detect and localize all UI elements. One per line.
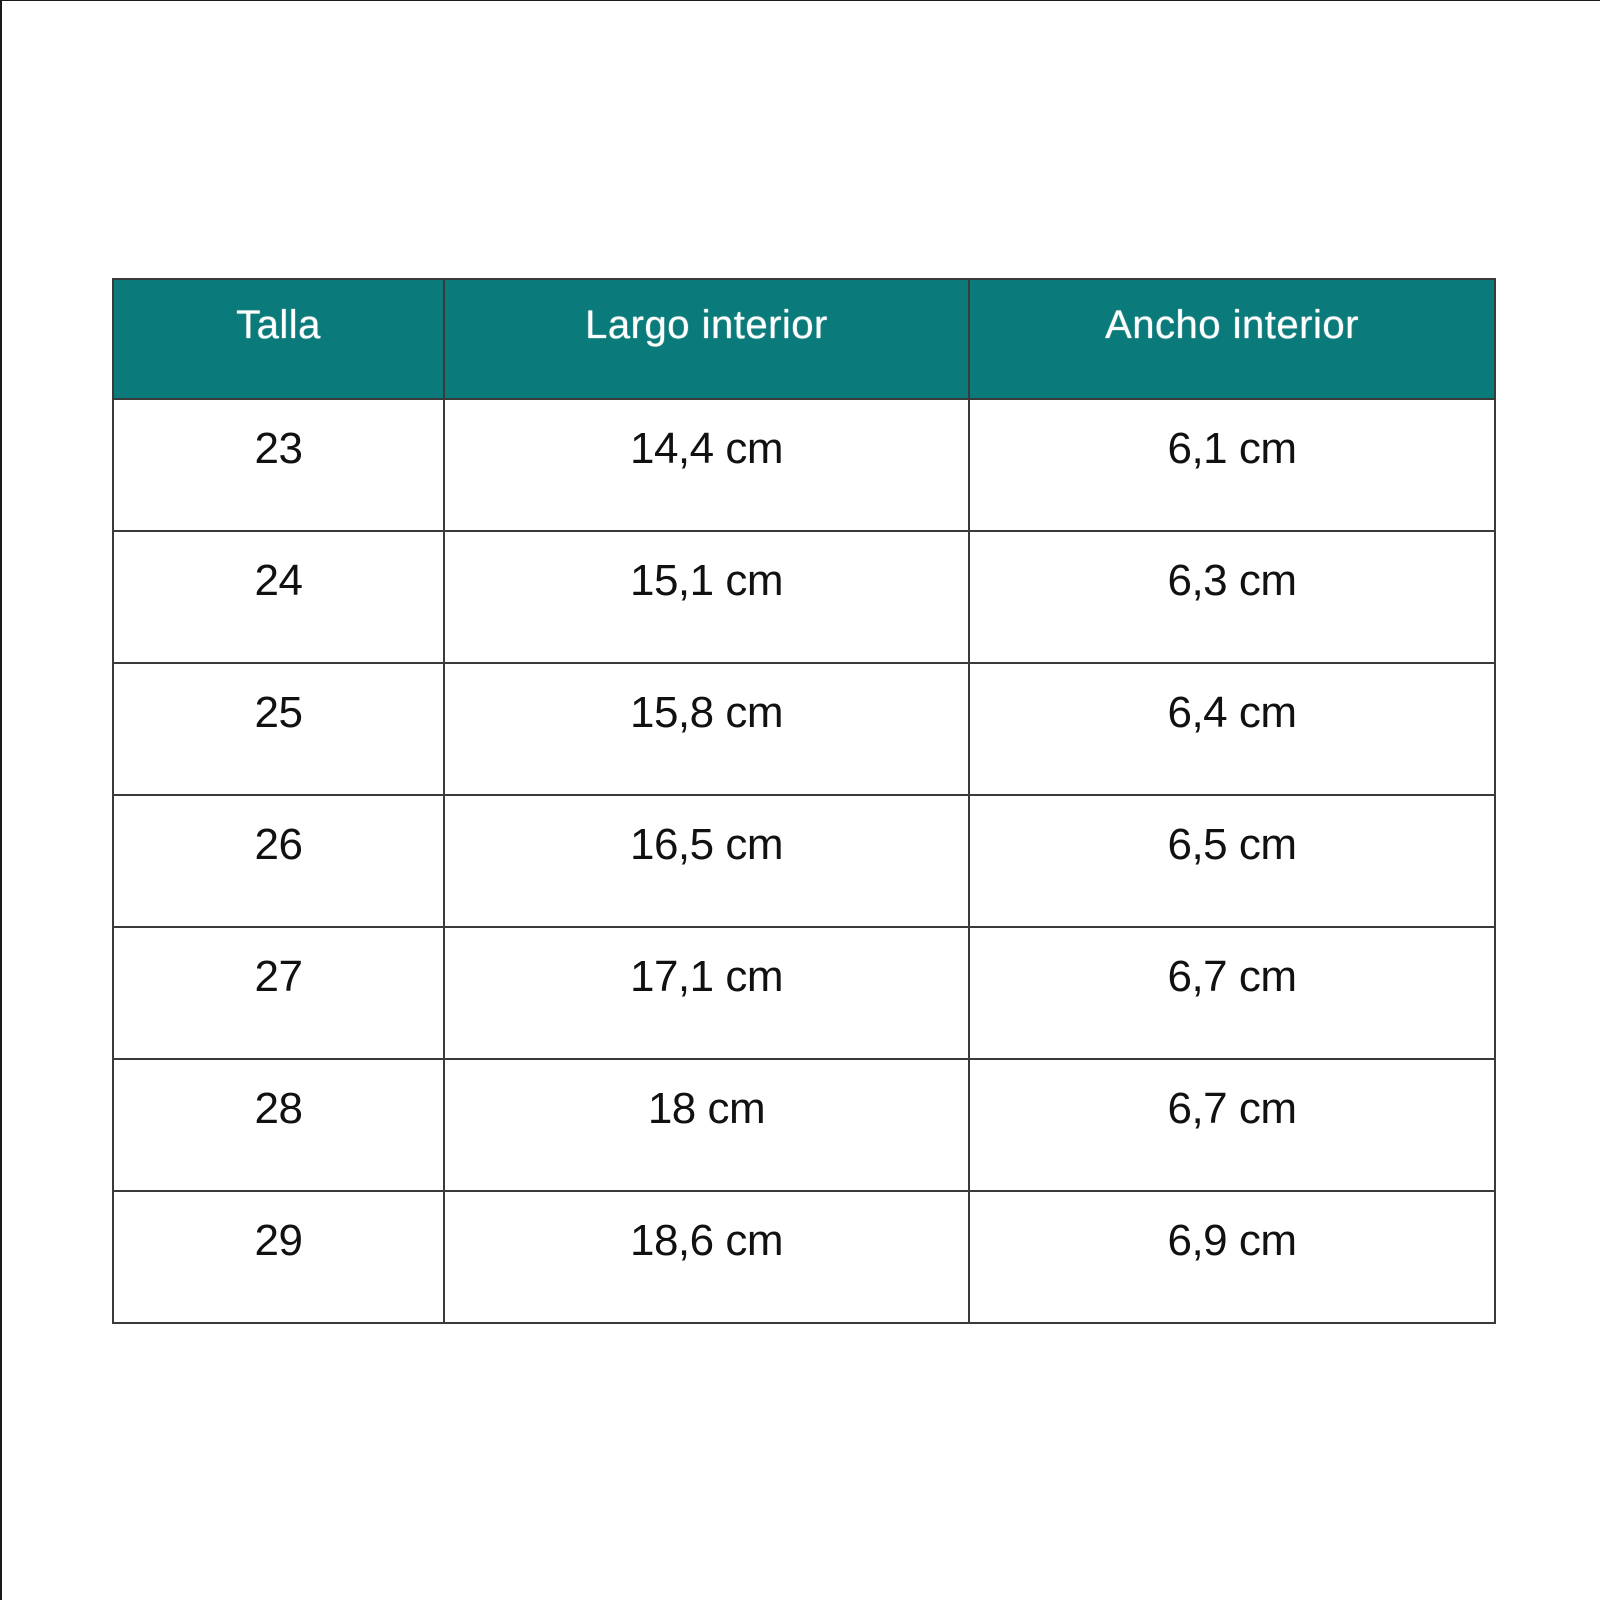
table-row [113,531,1495,663]
size-chart-table [112,278,1496,1324]
header-talla: Talla [113,279,444,399]
table-row [113,663,1495,795]
cell-ancho: 6,7 cm [969,1059,1495,1191]
cell-talla: 29 [113,1191,444,1323]
cell-ancho: 6,4 cm [969,663,1495,795]
table-body [113,399,1495,1323]
table-row [113,1191,1495,1323]
cell-talla: 27 [113,927,444,1059]
cell-largo: 16,5 cm [444,795,969,927]
cell-largo: 18,6 cm [444,1191,969,1323]
cell-talla: 26 [113,795,444,927]
table-row [113,1059,1495,1191]
cell-ancho: 6,1 cm [969,399,1495,531]
cell-talla: 23 [113,399,444,531]
cell-talla: 24 [113,531,444,663]
table-row [113,795,1495,927]
table-header [113,279,1495,399]
cell-largo: 15,1 cm [444,531,969,663]
table-row [113,927,1495,1059]
table-row [113,399,1495,531]
header-ancho-interior: Ancho interior [969,279,1495,399]
header-largo-interior: Largo interior [444,279,969,399]
cell-ancho: 6,7 cm [969,927,1495,1059]
cell-largo: 15,8 cm [444,663,969,795]
cell-talla: 25 [113,663,444,795]
cell-ancho: 6,9 cm [969,1191,1495,1323]
header-row [113,279,1495,399]
cell-talla: 28 [113,1059,444,1191]
cell-largo: 14,4 cm [444,399,969,531]
cell-ancho: 6,5 cm [969,795,1495,927]
cell-ancho: 6,3 cm [969,531,1495,663]
cell-largo: 18 cm [444,1059,969,1191]
cell-largo: 17,1 cm [444,927,969,1059]
